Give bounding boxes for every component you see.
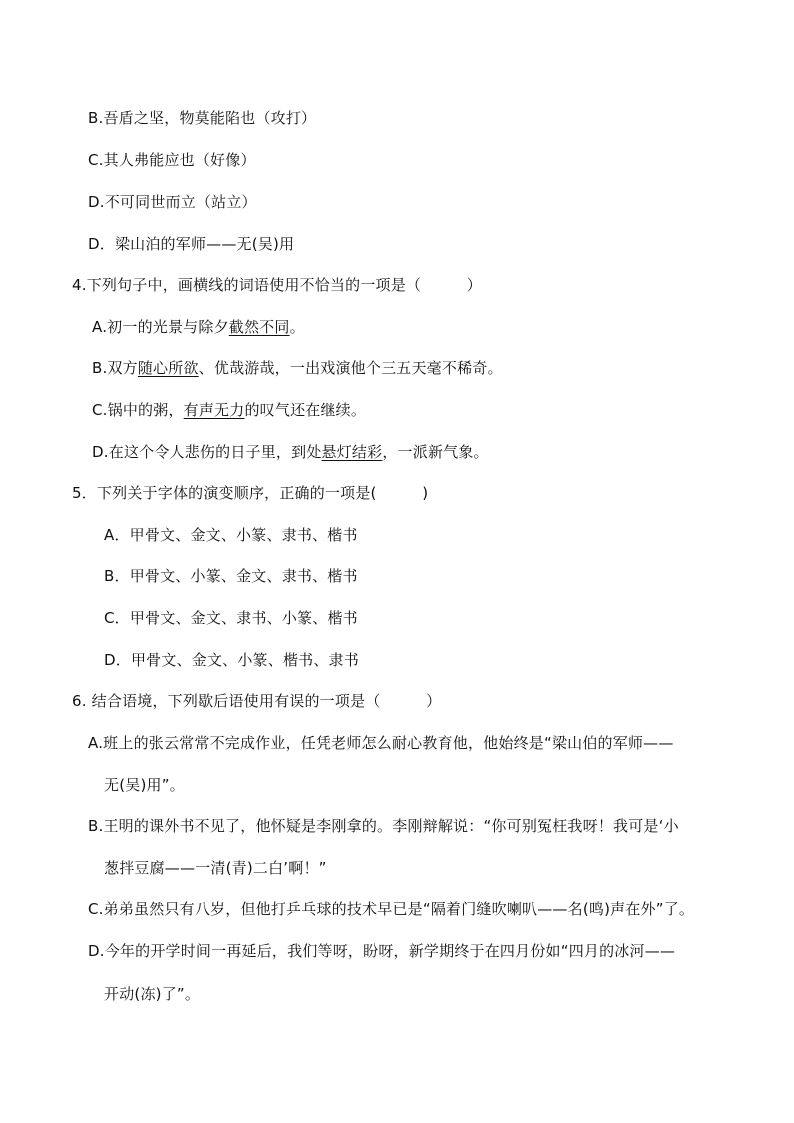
q5-stem: 5．下列关于字体的演变顺序，正确的一项是( ) — [72, 484, 429, 502]
q6-option-d-line1: D.今年的开学时间一再延后，我们等呀，盼呀，新学期终于在四月份如“四月的冰河—— — [88, 942, 676, 960]
q4-option-b-underlined: 随心所欲 — [137, 359, 199, 377]
q5-option-b: B．甲骨文、小篆、金文、隶书、楷书 — [104, 567, 358, 585]
q4-option-d-pre: D.在这个令人悲伤的日子里，到处 — [92, 443, 322, 461]
q6-stem: 6. 结合语境，下列歇后语使用有误的一项是（ ） — [72, 692, 442, 710]
q4-option-d-underlined: 悬灯结彩 — [321, 443, 383, 461]
q4-option-c-pre: C.锅中的粥， — [92, 401, 184, 419]
q4-option-d-post: ，一派新气象。 — [382, 443, 489, 461]
q5-option-c: C．甲骨文、金文、隶书、小篆、楷书 — [104, 609, 358, 627]
q4-option-b-post: 、优哉游哉，一出戏演他个三五天毫不稀奇。 — [198, 359, 503, 377]
q6-option-a-line2: 无(吴)用”。 — [104, 776, 185, 794]
q4-option-a — [92, 317, 305, 337]
q5-option-a: A．甲骨文、金文、小篆、隶书、楷书 — [104, 526, 358, 544]
q4-option-a-underlined: 截然不同 — [228, 318, 290, 336]
q4-option-a-post: 。 — [289, 318, 305, 336]
q6-option-b-line2: 葱拌豆腐——一清(青)二白’啊！” — [104, 859, 327, 877]
q4-option-c-underlined: 有声无力 — [183, 401, 245, 419]
q4-option-c — [92, 400, 366, 420]
q6-option-d-line2: 开动(冻)了”。 — [104, 985, 201, 1003]
q6-option-c: C.弟弟虽然只有八岁，但他打乒乓球的技术早已是“隔着门缝吹喇叭——名(鸣)声在外”了。 — [88, 900, 695, 918]
q3-option-d: D.不可同世而立（站立） — [88, 193, 257, 211]
q3-option-d-extra: D．梁山泊的军师——无(吴)用 — [88, 235, 295, 253]
q3-option-c: C.其人弗能应也（好像） — [88, 151, 256, 169]
q4-option-b-pre: B.双方 — [92, 359, 138, 377]
q4-option-c-post: 的叹气还在继续。 — [244, 401, 367, 419]
q3-option-b: B.吾盾之坚，物莫能陷也（攻打） — [88, 109, 317, 127]
q5-option-d: D．甲骨文、金文、小篆、楷书、隶书 — [104, 651, 359, 669]
q6-option-a-line1: A.班上的张云常常不完成作业，任凭老师怎么耐心教育他，他始终是“梁山伯的军师—— — [88, 734, 674, 752]
q4-option-d — [92, 442, 489, 462]
q4-option-b — [92, 358, 503, 378]
q4-stem: 4.下列句子中，画横线的词语使用不恰当的一项是（ ） — [72, 276, 482, 294]
q6-option-b-line1: B.王明的课外书不见了，他怀疑是李刚拿的。李刚辩解说：“你可别冤枉我呀！我可是‘小 — [88, 817, 679, 835]
q4-option-a-pre: A.初一的光景与除夕 — [92, 318, 229, 336]
